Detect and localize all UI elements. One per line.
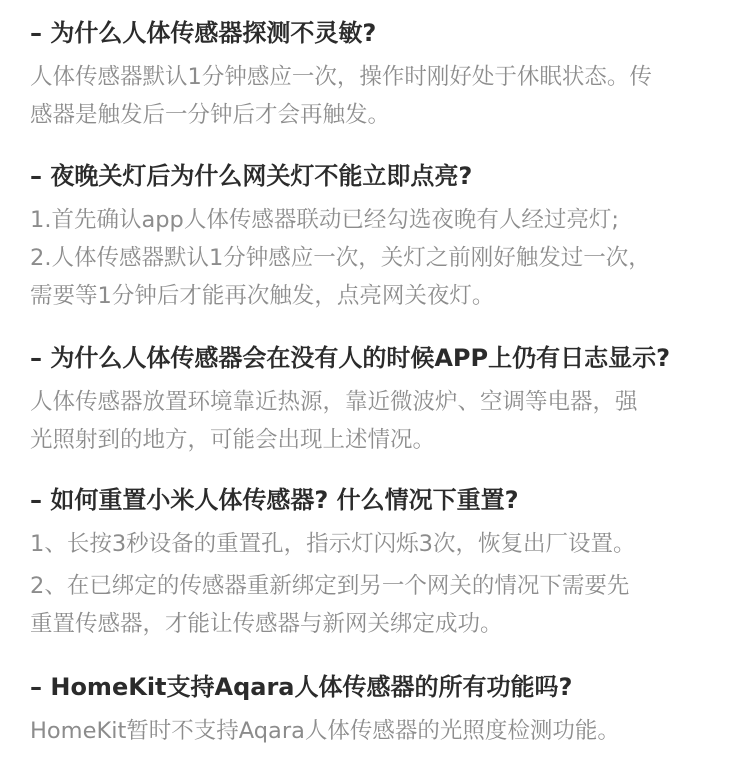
answer-line: 重置传感器，才能让传感器与新网关绑定成功。 [30,611,503,637]
answer-line: 2、在已绑定的传感器重新绑定到另一个网关的情况下需要先 [30,573,630,599]
answer-line: 2.人体传感器默认1分钟感应一次，关灯之前刚好触发过一次， [30,245,651,271]
faq-answer [30,383,730,459]
faq-item [30,18,730,134]
faq-question: – 如何重置小米人体传感器? 什么情况下重置? [30,486,519,514]
answer-line: 1、长按3秒设备的重置孔，指示灯闪烁3次，恢复出厂设置。 [30,531,636,557]
answer-line: 需要等1分钟后才能再次触发，点亮网关夜灯。 [30,283,495,309]
faq-answer [30,712,730,750]
answer-line: HomeKit暂时不支持Aqara人体传感器的光照度检测功能。 [30,718,620,744]
faq-answer [30,525,730,643]
answer-line: 光照射到的地方，可能会出现上述情况。 [30,427,436,453]
faq-item [30,161,730,315]
faq-question: – 为什么人体传感器会在没有人的时候APP上仍有日志显示? [30,344,671,372]
faq-item [30,672,730,750]
answer-line: 人体传感器默认1分钟感应一次，操作时刚好处于休眠状态。传 [30,64,652,90]
faq-answer [30,58,730,134]
answer-line: 1.首先确认app人体传感器联动已经勾选夜晚有人经过亮灯; [30,207,619,233]
faq-item [30,485,730,643]
faq-item [30,343,730,459]
answer-line: 感器是触发后一分钟后才会再触发。 [30,102,391,128]
faq-answer [30,201,730,315]
faq-question: – 为什么人体传感器探测不灵敏? [30,19,377,47]
faq-question: – HomeKit支持Aqara人体传感器的所有功能吗? [30,673,573,701]
answer-line: 人体传感器放置环境靠近热源，靠近微波炉、空调等电器，强 [30,389,638,415]
faq-question: – 夜晚关灯后为什么网关灯不能立即点亮? [30,162,473,190]
